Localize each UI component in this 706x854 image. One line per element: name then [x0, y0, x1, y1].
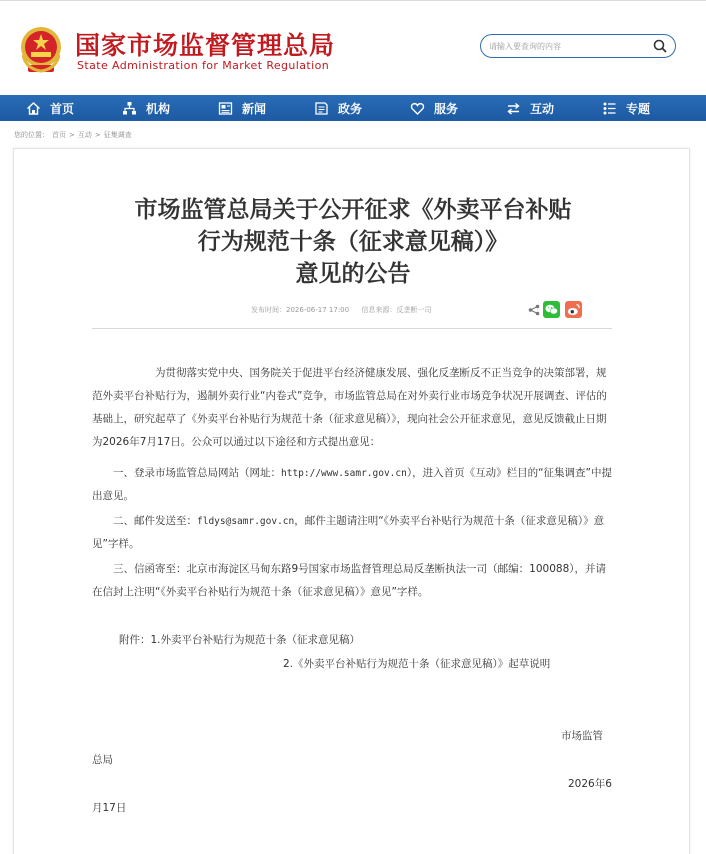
paragraph-text: 一、登录市场监管总局网站（网址：	[113, 467, 281, 479]
article-paragraph: 为贯彻落实党中央、国务院关于促进平台经济健康发展、强化反垄断反不正当竞争的决策部署，规范外卖平台补贴行为，遏制外卖行业“内卷式”竞争，市场监管总局在对外卖行业市场竞争状况开展调查、评估的基础上，研究起草了《外卖平台补贴行为规范十条（征求意见稿）》，现向社会公开征求意见，意见反馈截止日期为2026年7月17日。公众可以通过以下途径和方式提出意见：	[92, 367, 607, 448]
nav-label: 新闻	[242, 101, 267, 116]
breadcrumb-separator: >	[94, 131, 101, 139]
search-icon[interactable]	[653, 39, 667, 53]
nav-label: 服务	[434, 101, 459, 116]
breadcrumb-item-interaction[interactable]: 互动	[77, 131, 92, 139]
article-paragraph	[92, 510, 612, 556]
signature-date: 月17日	[92, 802, 127, 814]
paragraph-text: ），进入首页《互动》栏目的“征集调查”中提出意见。	[92, 467, 612, 502]
paragraph-text: ，邮件主题请注明“《外卖平台补贴行为规范十条（征求意见稿）》意见”字样。	[92, 515, 605, 550]
search-input[interactable]	[489, 38, 649, 54]
national-emblem-icon	[18, 25, 64, 75]
nav-item-news[interactable]	[210, 95, 306, 121]
signature-org: 总局	[92, 754, 113, 766]
site-header	[0, 0, 706, 95]
breadcrumb-separator: >	[69, 131, 75, 139]
attachment-link[interactable]: 2.《外卖平台补贴行为规范十条（征求意见稿）》起草说明	[283, 658, 551, 670]
site-title-cn[interactable]: 国家市场监督管理总局	[75, 31, 336, 60]
share-icon[interactable]	[528, 304, 540, 316]
weibo-icon[interactable]	[565, 301, 582, 318]
breadcrumb-item-home[interactable]: 首页	[52, 131, 66, 139]
source-label: 信息来源：	[361, 306, 397, 314]
article-meta	[251, 305, 441, 315]
breadcrumb	[14, 130, 135, 140]
nav-label: 政务	[338, 101, 363, 116]
paragraph-text: 二、邮件发送至：	[113, 515, 197, 527]
nav-label: 互动	[530, 101, 555, 116]
nav-item-topics[interactable]	[594, 95, 690, 121]
publish-time: 2026-06-17 17:00	[286, 306, 350, 314]
nav-label: 专题	[626, 101, 651, 116]
source: 反垄断一司	[396, 306, 432, 314]
meta-divider	[92, 328, 612, 329]
nav-item-org[interactable]	[114, 95, 210, 121]
site-title-en: State Administration for Market Regulation	[77, 59, 330, 72]
gov-affairs-icon	[314, 101, 329, 116]
attachment-label: 附件：	[119, 634, 151, 646]
nav-label: 机构	[146, 101, 171, 116]
attachment-link[interactable]: 1.外卖平台补贴行为规范十条（征求意见稿）	[150, 634, 361, 646]
signature-org: 市场监管	[561, 730, 603, 742]
attachment-item	[119, 632, 360, 647]
wechat-icon[interactable]	[543, 301, 560, 318]
article-title-line: 市场监管总局关于公开征求《外卖平台补贴	[134, 197, 572, 223]
breadcrumb-item-survey[interactable]: 征集调查	[103, 131, 132, 139]
article-paragraph: 三、信函寄至：北京市海淀区马甸东路9号国家市场监督管理总局反垄断执法一司（邮编：100088），并请在信封上注明“《外卖平台补贴行为规范十条（征求意见稿）》意见”字样。	[92, 563, 607, 598]
org-icon	[122, 101, 137, 116]
main-nav	[0, 95, 706, 121]
nav-item-service[interactable]	[402, 95, 498, 121]
breadcrumb-prefix: 您的位置：	[14, 131, 49, 139]
publish-time-label: 发布时间：	[251, 306, 286, 314]
search-box	[480, 34, 676, 58]
nav-item-home[interactable]	[18, 95, 114, 121]
heart-icon	[410, 101, 425, 116]
article-title	[0, 194, 706, 290]
email-address: fldys@samr.gov.cn	[197, 516, 295, 527]
website-url: http://www.samr.gov.cn	[281, 468, 407, 479]
news-icon	[218, 101, 233, 116]
article-paragraph	[92, 462, 612, 508]
nav-item-gov-affairs[interactable]	[306, 95, 402, 121]
article-title-line: 行为规范十条（征求意见稿）》	[197, 229, 509, 255]
exchange-icon	[506, 101, 521, 116]
home-icon	[26, 101, 41, 116]
signature-date: 2026年6	[568, 778, 612, 790]
topics-icon	[602, 101, 617, 116]
nav-label: 首页	[50, 101, 75, 116]
article-title-line: 意见的公告	[295, 261, 411, 287]
nav-item-interaction[interactable]	[498, 95, 594, 121]
